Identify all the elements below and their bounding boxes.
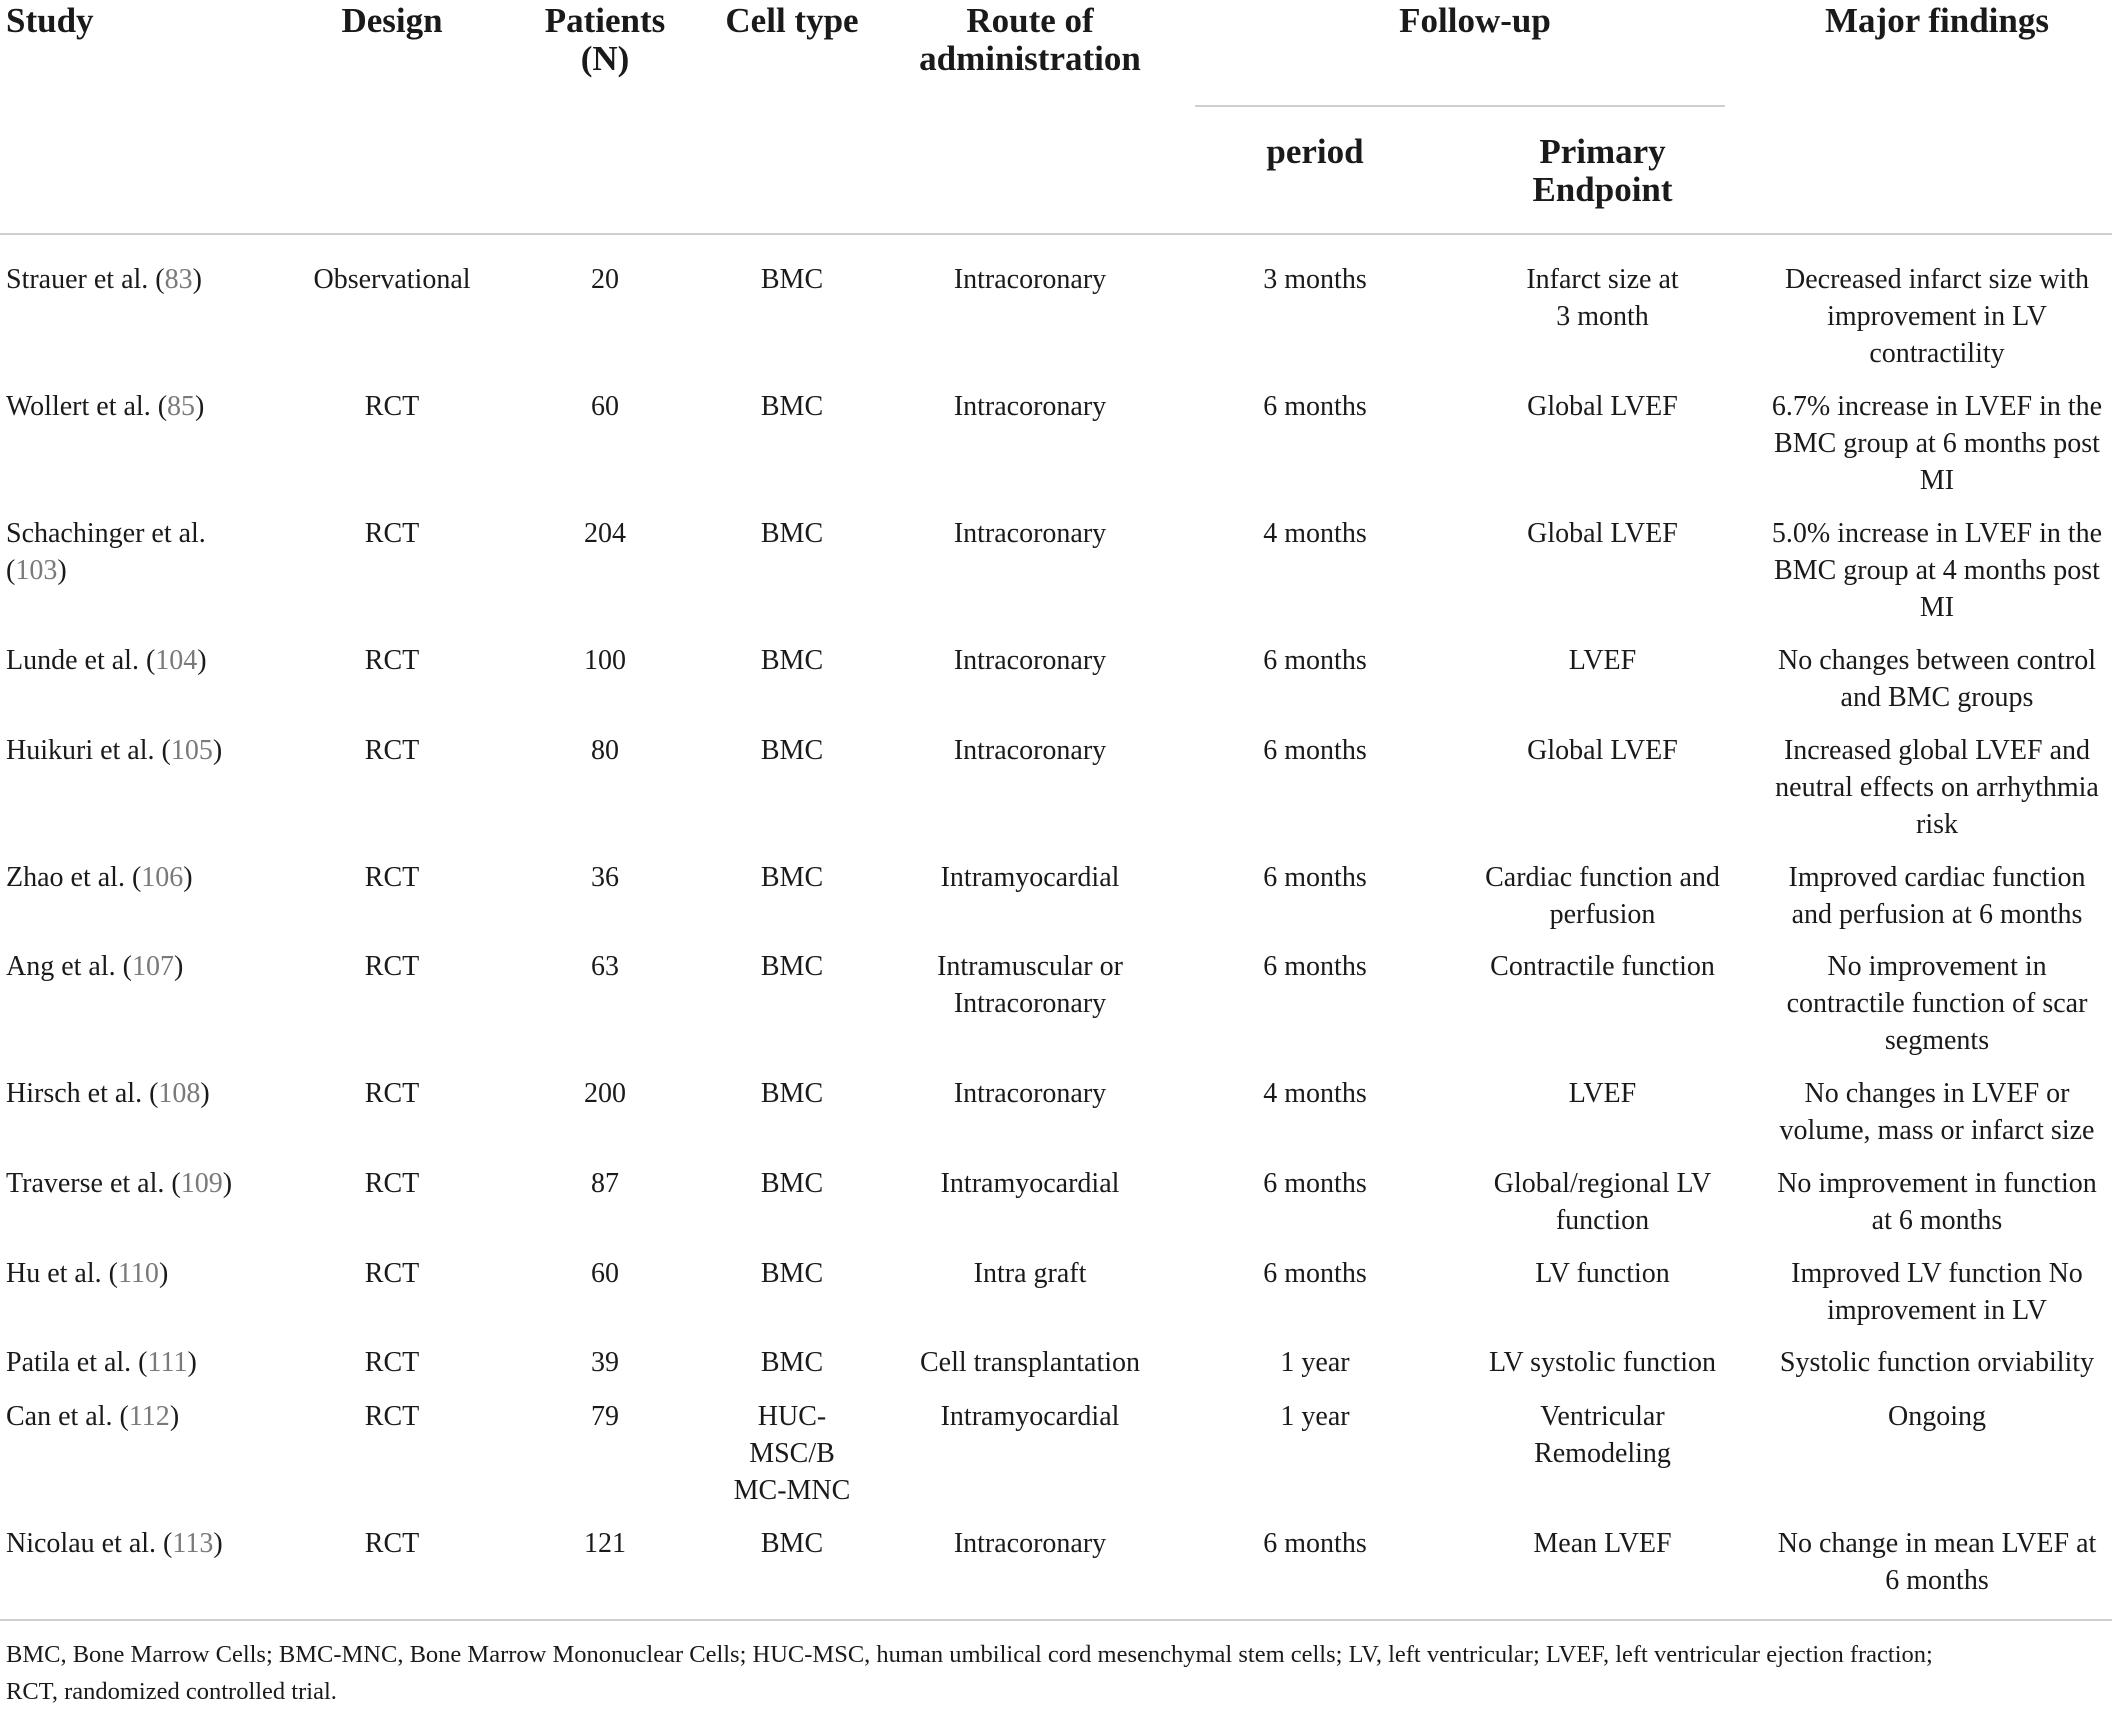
cell-route-line: Intracoronary <box>953 518 1107 549</box>
reference-link[interactable]: 107 <box>131 951 174 982</box>
study-author: Can et al. ( <box>6 1401 129 1432</box>
cell-study <box>6 1165 306 1202</box>
cell-findings-line: and BMC groups <box>1840 682 2034 713</box>
cell-endpoint <box>1450 261 1755 335</box>
study-close-paren: ) <box>195 391 205 422</box>
cell-endpoint <box>1450 1165 1755 1239</box>
cell-cell-type <box>712 261 872 298</box>
cell-endpoint-line: Infarct size at <box>1526 264 1679 295</box>
cell-design: RCT <box>364 1528 420 1559</box>
table-bottom-rule <box>0 1619 2112 1621</box>
study-close-paren: ) <box>169 1401 180 1432</box>
cell-findings <box>1762 1075 2112 1149</box>
cell-patients: 79 <box>591 1401 619 1432</box>
cell-endpoint <box>1450 1075 1755 1112</box>
reference-link[interactable]: 83 <box>164 264 193 295</box>
cell-cell-type-line: BMC <box>760 862 824 893</box>
cell-findings <box>1762 261 2112 372</box>
cell-route-line: Intramuscular or <box>937 951 1123 982</box>
header-route-line2: administration <box>919 39 1141 78</box>
cell-route <box>880 642 1180 679</box>
cell-cell-type <box>712 732 872 769</box>
cell-cell-type-line: BMC <box>760 1347 824 1378</box>
cell-endpoint <box>1450 1525 1755 1562</box>
cell-findings-line: No improvement in <box>1827 951 2047 982</box>
cell-findings <box>1762 1525 2112 1599</box>
cell-findings-line: Increased global LVEF and <box>1783 735 2091 766</box>
cell-cell-type <box>712 1344 872 1381</box>
reference-link[interactable]: 85 <box>167 391 196 422</box>
cell-cell-type-line: BMC <box>760 518 824 549</box>
cell-route <box>880 1525 1180 1562</box>
cell-cell-type <box>712 859 872 896</box>
reference-link[interactable]: 110 <box>117 1258 159 1289</box>
study-close-paren: ) <box>192 264 202 295</box>
cell-cell-type-line: BMC <box>760 735 824 766</box>
cell-findings-line: 6.7% increase in LVEF in the <box>1771 391 2103 422</box>
header-design: Design <box>341 1 443 40</box>
cell-findings <box>1762 948 2112 1059</box>
cell-patients: 63 <box>591 951 619 982</box>
cell-findings-line: Ongoing <box>1888 1401 1986 1432</box>
header-findings: Major findings <box>1825 1 2049 40</box>
cell-design: RCT <box>364 1078 420 1109</box>
cell-design: RCT <box>364 1401 420 1432</box>
study-close-paren: ) <box>212 735 223 766</box>
cell-endpoint <box>1450 642 1755 679</box>
cell-findings <box>1762 1344 2112 1381</box>
study-close-paren: ) <box>222 1168 233 1199</box>
cell-findings-line: Decreased infarct size with <box>1785 264 2089 295</box>
study-close-paren: ) <box>187 1347 197 1378</box>
cell-endpoint <box>1450 515 1755 552</box>
cell-route <box>880 261 1180 298</box>
cell-patients: 36 <box>591 862 619 893</box>
cell-study <box>6 859 306 896</box>
cell-design: RCT <box>364 645 420 676</box>
cell-findings-line: and perfusion at 6 months <box>1791 899 2083 930</box>
cell-study <box>6 261 306 298</box>
cell-findings-line: Systolic function orviability <box>1779 1347 2095 1378</box>
cell-cell-type <box>712 388 872 425</box>
cell-endpoint <box>1450 859 1755 933</box>
cell-study <box>6 515 306 589</box>
cell-cell-type-line: MC-MNC <box>733 1475 851 1506</box>
header-bottom-rule <box>0 233 2112 235</box>
cell-design: RCT <box>364 1168 420 1199</box>
cell-design: RCT <box>364 1347 420 1378</box>
cell-period: 4 months <box>1263 1078 1367 1109</box>
cell-route-line: Intracoronary <box>953 391 1107 422</box>
cell-route-line: Intramyocardial <box>940 1168 1120 1199</box>
cell-endpoint-line: LV systolic function <box>1488 1347 1717 1378</box>
cell-route <box>880 1398 1180 1435</box>
cell-endpoint-line: LVEF <box>1568 1078 1637 1109</box>
cell-findings-line: neutral effects on arrhythmia <box>1775 772 2099 803</box>
reference-link[interactable]: 104 <box>155 645 198 676</box>
cell-findings <box>1762 642 2112 716</box>
cell-findings <box>1762 388 2112 499</box>
cell-findings <box>1762 515 2112 626</box>
study-close-paren: ) <box>158 1258 169 1289</box>
cell-cell-type <box>712 642 872 679</box>
cell-route <box>880 859 1180 896</box>
cell-cell-type-line: BMC <box>760 391 824 422</box>
reference-link[interactable]: 113 <box>172 1528 214 1559</box>
cell-period: 6 months <box>1263 735 1367 766</box>
reference-link[interactable]: 112 <box>128 1401 170 1432</box>
cell-findings-line: volume, mass or infarct size <box>1779 1115 2095 1146</box>
cell-period: 6 months <box>1263 645 1367 676</box>
cell-findings-line: BMC group at 6 months post <box>1774 428 2100 459</box>
cell-patients: 60 <box>591 391 619 422</box>
cell-endpoint-line: Contractile function <box>1490 951 1715 982</box>
cell-study <box>6 1255 306 1292</box>
cell-findings-line: improvement in LV <box>1827 301 2047 332</box>
cell-period: 6 months <box>1263 862 1367 893</box>
study-author: Ang et al. ( <box>6 951 132 982</box>
cell-cell-type <box>712 515 872 552</box>
header-period: period <box>1266 132 1364 171</box>
cell-route-line: Intracoronary <box>953 264 1107 295</box>
cell-findings-line: MI <box>1919 465 1955 496</box>
cell-study <box>6 1075 306 1112</box>
cell-period: 4 months <box>1263 518 1367 549</box>
cell-endpoint <box>1450 388 1755 425</box>
cell-patients: 200 <box>584 1078 626 1109</box>
cell-endpoint-line: Global LVEF <box>1527 518 1678 549</box>
header-patients-line1: Patients <box>544 1 666 40</box>
header-endpoint <box>1450 133 1755 209</box>
cell-endpoint-line: Global LVEF <box>1527 391 1678 422</box>
header-cell-type: Cell type <box>725 1 859 40</box>
reference-link[interactable]: 109 <box>180 1168 223 1199</box>
reference-link[interactable]: 108 <box>158 1078 201 1109</box>
study-author: Strauer et al. ( <box>6 264 165 295</box>
study-author: Wollert et al. ( <box>6 391 168 422</box>
cell-endpoint-line: Global/regional LV <box>1493 1168 1712 1199</box>
cell-cell-type <box>712 1255 872 1292</box>
cell-endpoint-line: LVEF <box>1568 645 1637 676</box>
cell-patients: 60 <box>591 1258 619 1289</box>
cell-period: 3 months <box>1263 264 1367 295</box>
cell-endpoint-line: perfusion <box>1549 899 1656 930</box>
cell-route <box>880 948 1180 1022</box>
cell-cell-type-line: BMC <box>760 1528 824 1559</box>
cell-study <box>6 1525 306 1562</box>
cell-findings-line: segments <box>1884 1025 1990 1056</box>
cell-route-line: Intra graft <box>973 1258 1087 1289</box>
cell-endpoint <box>1450 948 1755 985</box>
cell-design: RCT <box>364 391 420 422</box>
cell-route-line: Intracoronary <box>953 1078 1107 1109</box>
cell-period: 1 year <box>1280 1401 1350 1432</box>
footnote-line1: BMC, Bone Marrow Cells; BMC-MNC, Bone Marrow Mononuclear Cells; HUC-MSC, human umbilical cord mesenchymal stem cells; LV, left ventricular; LVEF, left ventricular ejection fraction; <box>6 1641 1933 1668</box>
cell-findings-line: contractility <box>1869 338 2005 369</box>
cell-endpoint-line: Cardiac function and <box>1485 862 1720 893</box>
cell-route-line: Intracoronary <box>953 988 1107 1019</box>
cell-cell-type-line: BMC <box>760 1078 824 1109</box>
cell-route <box>880 1165 1180 1202</box>
cell-route <box>880 515 1180 552</box>
cell-route <box>880 388 1180 425</box>
cell-findings-line: No changes in LVEF or <box>1804 1078 2070 1109</box>
study-open-paren: ( <box>6 555 16 586</box>
cell-findings-line: contractile function of scar <box>1786 988 2088 1019</box>
followup-rule <box>1195 105 1725 107</box>
study-author: Hirsch et al. ( <box>6 1078 159 1109</box>
cell-patients: 20 <box>591 264 619 295</box>
cell-period: 1 year <box>1280 1347 1350 1378</box>
cell-findings-line: at 6 months <box>1871 1205 2003 1236</box>
study-close-paren: ) <box>183 862 193 893</box>
footnote-line2: RCT, randomized controlled trial. <box>6 1678 337 1705</box>
cell-patients: 204 <box>584 518 626 549</box>
study-author: Zhao et al. ( <box>6 862 142 893</box>
study-author: Nicolau et al. ( <box>6 1528 173 1559</box>
cell-period: 6 months <box>1263 391 1367 422</box>
cell-cell-type-line: BMC <box>760 645 824 676</box>
cell-endpoint <box>1450 1344 1755 1381</box>
reference-link[interactable]: 103 <box>15 555 58 586</box>
cell-findings-line: risk <box>1916 809 1958 840</box>
cell-cell-type <box>712 1165 872 1202</box>
cell-endpoint-line: Global LVEF <box>1527 735 1678 766</box>
cell-findings <box>1762 1255 2112 1329</box>
cell-endpoint-line: 3 month <box>1556 301 1649 332</box>
cell-design: RCT <box>364 951 420 982</box>
cell-cell-type <box>712 948 872 985</box>
cell-design: RCT <box>364 862 420 893</box>
cell-cell-type-line: BMC <box>760 264 824 295</box>
cell-route-line: Cell transplantation <box>919 1347 1141 1378</box>
cell-design: RCT <box>364 1258 420 1289</box>
cell-period: 6 months <box>1263 1528 1367 1559</box>
study-author: Hu et al. ( <box>6 1258 118 1289</box>
cell-period: 6 months <box>1263 951 1367 982</box>
cell-cell-type <box>712 1398 872 1509</box>
cell-findings-line: Improved LV function No <box>1791 1258 2083 1289</box>
study-close-paren: ) <box>173 951 184 982</box>
cell-route <box>880 1344 1180 1381</box>
cell-design: RCT <box>364 735 420 766</box>
study-author: Schachinger et al. <box>6 518 206 549</box>
header-study: Study <box>6 1 94 40</box>
cell-route-line: Intramyocardial <box>940 862 1120 893</box>
cell-study <box>6 388 306 425</box>
cell-cell-type-line: MSC/B <box>749 1438 835 1469</box>
header-patients-line2: (N) <box>580 39 630 78</box>
cell-study <box>6 642 306 679</box>
cell-findings-line: improvement in LV <box>1827 1295 2047 1326</box>
cell-route-line: Intramyocardial <box>940 1401 1120 1432</box>
cell-period: 6 months <box>1263 1168 1367 1199</box>
cell-findings-line: BMC group at 4 months post <box>1774 555 2100 586</box>
study-close-paren: ) <box>57 555 67 586</box>
cell-endpoint <box>1450 1255 1755 1292</box>
cell-cell-type-line: BMC <box>760 951 824 982</box>
cell-cell-type-line: BMC <box>760 1168 824 1199</box>
cell-findings <box>1762 1398 2112 1435</box>
study-close-paren: ) <box>213 1528 223 1559</box>
cell-cell-type <box>712 1075 872 1112</box>
cell-design: RCT <box>364 518 420 549</box>
reference-link[interactable]: 106 <box>141 862 184 893</box>
study-close-paren: ) <box>197 645 207 676</box>
cell-patients: 87 <box>591 1168 619 1199</box>
header-endpoint-line2: Endpoint <box>1532 170 1673 209</box>
cell-patients: 39 <box>591 1347 619 1378</box>
cell-endpoint <box>1450 732 1755 769</box>
cell-findings <box>1762 1165 2112 1239</box>
header-followup: Follow-up <box>1399 1 1551 40</box>
study-author: Patila et al. ( <box>6 1347 148 1378</box>
cell-endpoint-line: LV function <box>1535 1258 1670 1289</box>
cell-endpoint <box>1450 1398 1755 1472</box>
cell-patients: 100 <box>584 645 626 676</box>
cell-study <box>6 732 306 769</box>
cell-findings-line: No change in mean LVEF at <box>1777 1528 2097 1559</box>
cell-cell-type-line: HUC- <box>757 1401 827 1432</box>
cell-design: Observational <box>313 264 471 295</box>
cell-findings-line: 6 months <box>1885 1565 1989 1596</box>
study-author: Huikuri et al. ( <box>6 735 171 766</box>
table-footnote <box>6 1636 2111 1710</box>
cell-findings-line: 5.0% increase in LVEF in the <box>1771 518 2103 549</box>
cell-findings-line: Improved cardiac function <box>1788 862 2086 893</box>
cell-route <box>880 1075 1180 1112</box>
header-patients <box>520 2 690 78</box>
cell-route-line: Intracoronary <box>953 645 1107 676</box>
cell-endpoint-line: function <box>1555 1205 1650 1236</box>
header-endpoint-line1: Primary <box>1539 132 1666 171</box>
cell-study <box>6 1344 306 1381</box>
cell-period: 6 months <box>1263 1258 1367 1289</box>
cell-route <box>880 732 1180 769</box>
study-author: Lunde et al. ( <box>6 645 156 676</box>
cell-patients: 80 <box>591 735 619 766</box>
cell-study <box>6 1398 306 1435</box>
cell-findings-line: No changes between control <box>1778 645 2096 676</box>
cell-findings-line: MI <box>1919 592 1955 623</box>
cell-findings <box>1762 732 2112 843</box>
cell-cell-type <box>712 1525 872 1562</box>
cell-findings <box>1762 859 2112 933</box>
reference-link[interactable]: 105 <box>170 735 213 766</box>
cell-route-line: Intracoronary <box>953 1528 1107 1559</box>
study-close-paren: ) <box>200 1078 210 1109</box>
header-route-line1: Route of <box>966 1 1094 40</box>
cell-route <box>880 1255 1180 1292</box>
study-author: Traverse et al. ( <box>6 1168 181 1199</box>
cell-findings-line: No improvement in function <box>1777 1168 2097 1199</box>
cell-endpoint-line: Remodeling <box>1534 1438 1671 1469</box>
cell-endpoint-line: Mean LVEF <box>1533 1528 1672 1559</box>
reference-link[interactable]: 111 <box>147 1347 188 1378</box>
cell-study <box>6 948 306 985</box>
cell-cell-type-line: BMC <box>760 1258 824 1289</box>
cell-route-line: Intracoronary <box>953 735 1107 766</box>
header-route <box>880 2 1180 78</box>
cell-patients: 121 <box>584 1528 626 1559</box>
cell-endpoint-line: Ventricular <box>1540 1401 1665 1432</box>
